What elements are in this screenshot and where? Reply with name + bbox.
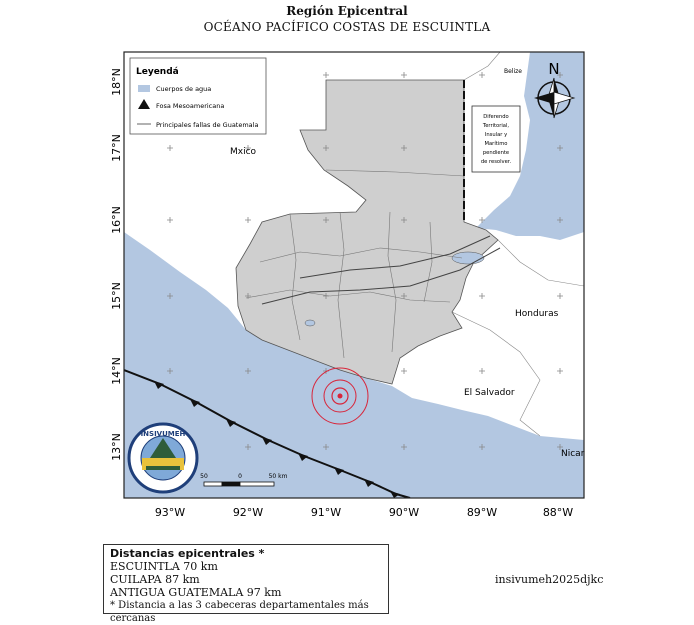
map-legend [130,58,266,134]
lon-label: 89°W [466,506,498,519]
lon-label: 90°W [388,506,420,519]
distances-title: Distancias epicentrales * [110,547,265,560]
lon-label: 92°W [232,506,264,519]
lon-label: 88°W [542,506,574,519]
scale-label: 50 km [268,473,288,480]
dispute-note-line: Diferendo [483,114,509,120]
dispute-note-line: de resolver. [480,159,512,165]
dispute-note-line: Territorial, [482,123,510,129]
lat-label: 16°N [110,206,123,234]
lake-atitlan [305,320,315,326]
distances-box [103,544,389,624]
lon-label: 93°W [154,506,186,519]
dispute-note-line: Marítimo [484,141,508,147]
label-belize: Belize [504,68,522,75]
distance-row: CUILAPA 87 km [110,573,200,586]
dispute-note-line: Insular y [484,132,508,138]
scale-bar [204,482,274,486]
label-honduras: Honduras [515,309,559,319]
dispute-note-line: pendiente [482,150,510,156]
legend-item-trench: Fosa Mesoamericana [156,102,225,110]
scale-label: 50 [200,473,208,480]
legend-title: Leyendá [136,67,179,77]
logo-text: INSIVUMEH [140,430,186,438]
lake-izabal [452,252,484,264]
north-label: N [548,60,560,78]
scale-label: 0 [238,473,242,480]
lat-label: 17°N [110,134,123,162]
legend-water-swatch [138,85,150,92]
legend-item-water: Cuerpos de agua [156,85,212,93]
lat-label: 14°N [110,357,123,385]
lat-label: 15°N [110,282,123,310]
label-mexico: Mxico [230,147,257,157]
lat-label: 18°N [110,68,123,96]
label-nicaragua: Nicar [561,449,585,459]
lat-label: 13°N [110,433,123,461]
longitude-labels [155,506,573,519]
latitude-labels [110,68,123,461]
distances-note: * Distancia a las 3 cabeceras departamentales más cercanas [110,600,369,624]
event-code: insivumeh2025djkc [495,573,604,586]
map-title: Región Epicentral [286,4,408,18]
legend-item-faults: Principales fallas de Guatemala [156,121,259,129]
map-subtitle: OCÉANO PACÍFICO COSTAS DE ESCUINTLA [203,20,491,34]
label-el-salvador: El Salvador [464,388,515,398]
distance-row: ESCUINTLA 70 km [110,560,218,573]
lon-label: 91°W [310,506,342,519]
distance-row: ANTIGUA GUATEMALA 97 km [110,586,282,599]
